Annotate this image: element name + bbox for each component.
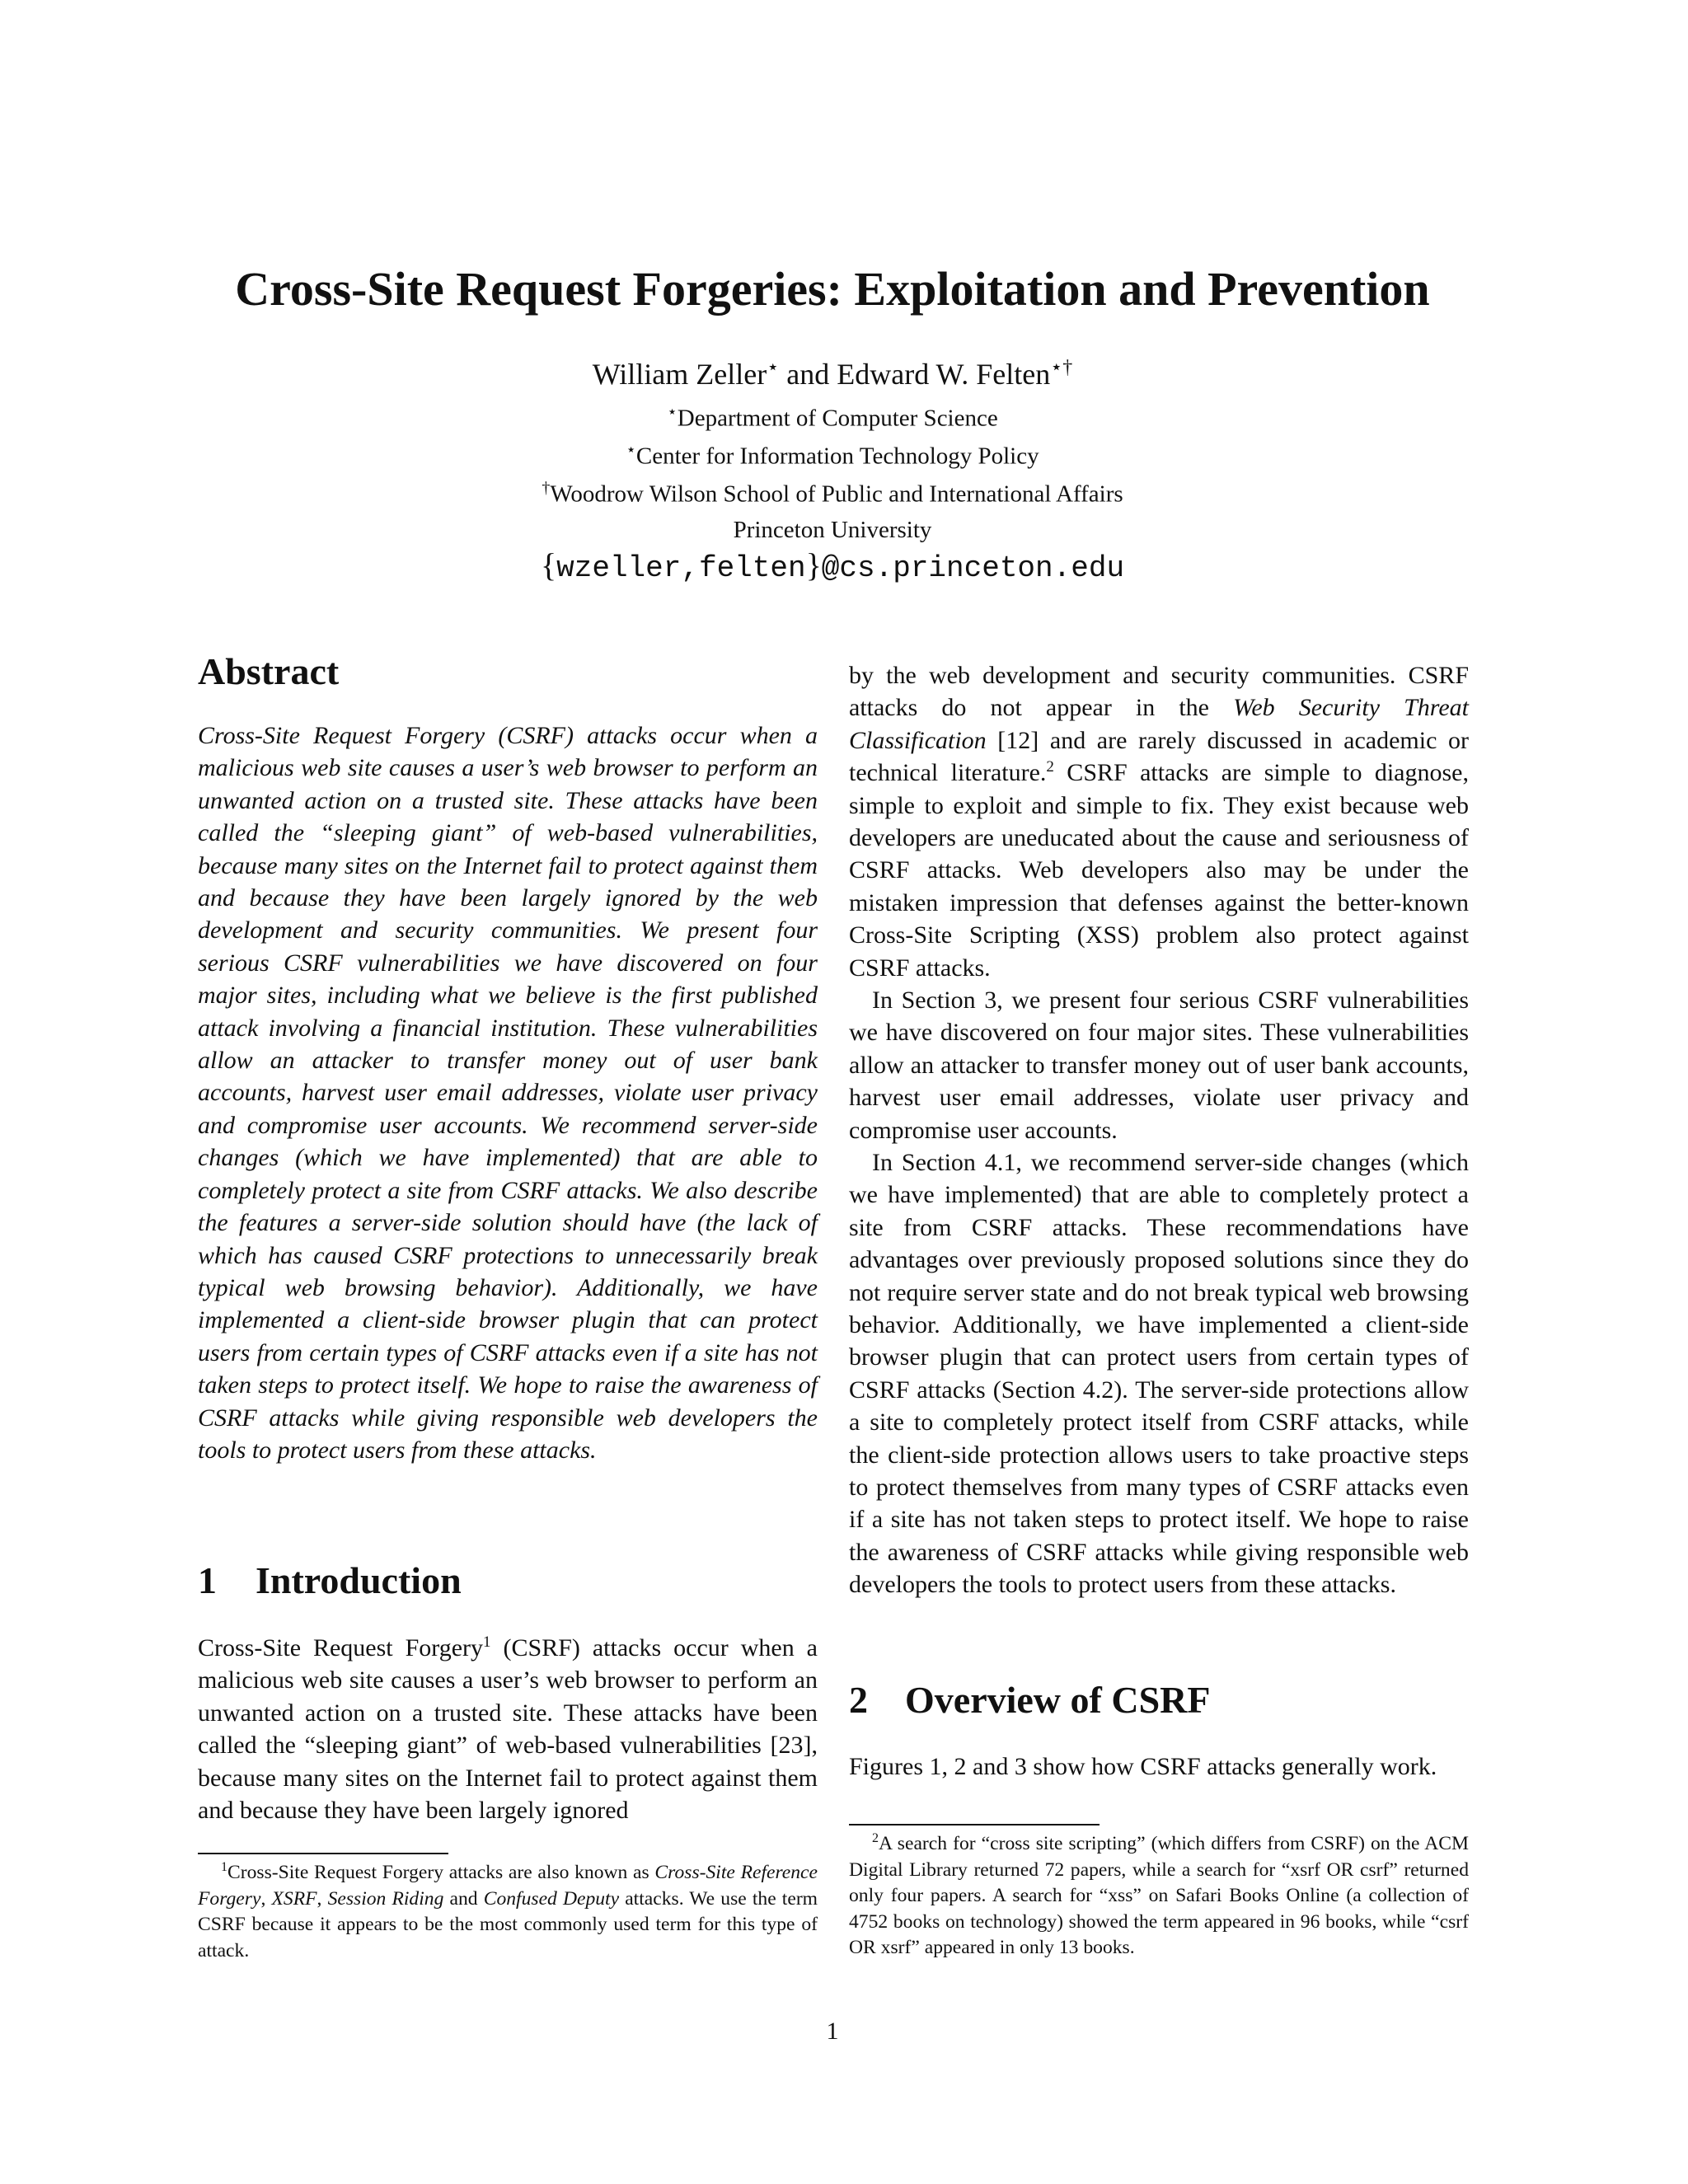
affiliation-mark: ⋆	[1050, 357, 1063, 378]
author-email	[0, 546, 1665, 586]
affiliation-mark: ⋆	[626, 441, 636, 459]
affiliation-text: Center for Information Technology Policy	[635, 443, 1039, 470]
affiliation-text: Department of Computer Science	[677, 405, 998, 432]
affiliation-mark: ⋆	[767, 357, 780, 378]
overview-paragraph-1: Figures 1, 2 and 3 show how CSRF attacks generally work.	[849, 1753, 1437, 1780]
text-run: by the web development and security communities. CSRF attacks do not appear in the	[849, 662, 1469, 722]
text-run: Session Riding	[327, 1887, 444, 1910]
section-heading-overview	[849, 1680, 1210, 1722]
paper-title: Cross-Site Request Forgeries: Exploitation and Prevention	[235, 262, 1430, 316]
author-name: Edward W. Felten	[837, 358, 1051, 391]
abstract-text: Cross-Site Request Forgery (CSRF) attacks occur when a malicious web site causes a user’s web browser to perform an unwanted action on a trusted site. These attacks have been called the “sleeping giant” of web-based vulnerabilities, because many sites on the Internet fail to protect against them and because they have been largely ignored by the web development and security communities. We present four serious CSRF vulnerabilities we have discovered on four major sites, including what we believe is the first published attack involving a financial institution. These vulnerabilities allow an attacker to transfer money out of user bank accounts, harvest user email addresses, violate user privacy and compromise user accounts. We recommend server-side changes (which we have implemented) that are able to completely protect a site from CSRF attacks. We also describe the features a server-side solution should have (the lack of which has caused CSRF protections to unnecessarily break typical web browsing behavior). Additionally, we have implemented a client-side browser plugin that can protect users from certain types of CSRF attacks even if a site has not taken steps to protect itself. We hope to raise the awareness of CSRF attacks while giving responsible web developers the tools to protect users from these attacks.	[198, 722, 818, 1464]
footnote-mark: 2	[1046, 758, 1054, 776]
text-run: Cross-Site Request Forgery attacks are also known as	[227, 1862, 655, 1883]
author-connector: and	[779, 358, 837, 391]
affiliation-mark: †	[542, 479, 551, 497]
footnote-rule	[198, 1853, 448, 1854]
text-run: CSRF attacks are simple to diagnose, simple to exploit and simple to fix. They exist because web developers are uneducated about the cause and seriousness of CSRF attacks. Web developers also may be under the mistaken impression that defenses against the better-known Cross-Site Scripting (XSS) problem also protect against CSRF attacks.	[849, 759, 1469, 982]
footnote-mark: 2	[872, 1831, 879, 1846]
text-run: [12] and are rarely discussed in academic or technical literature.	[849, 726, 1469, 787]
section-number: 2	[849, 1679, 868, 1721]
footnote-2	[849, 1831, 1469, 1961]
author-line	[0, 356, 1665, 392]
footnote-rule	[849, 1824, 1100, 1825]
section-title: Overview of CSRF	[905, 1679, 1211, 1721]
affiliation-line	[0, 440, 1665, 471]
text-run: XSRF	[271, 1887, 317, 1910]
footnote-1	[198, 1860, 818, 1964]
section-number: 1	[198, 1559, 217, 1601]
footnote-mark: 1	[483, 1633, 491, 1651]
intro-paragraph-2: In Section 3, we present four serious CSRF vulnerabilities we have discovered on four major sites. These vulnerabilities allow an attacker to transfer money out of user bank accounts, harvest user email addresses, violate user privacy and compromise user accounts.	[849, 987, 1469, 1144]
email-users: wzeller,felten	[556, 551, 806, 585]
affiliation-line	[0, 478, 1665, 509]
intro-paragraph-1-continued	[849, 659, 1469, 984]
page-number: 1	[826, 2018, 839, 2045]
email-brace: }	[805, 546, 822, 583]
email-brace: {	[540, 546, 557, 583]
section-title: Introduction	[256, 1559, 462, 1601]
text-run: (CSRF) attacks occur when a malicious web site causes a user’s web browser to perform an unwanted action on a trusted site. These attacks have been called the “sleeping giant” of web-based vulnerabilities [23], because many sites on the Internet fail to protect against them and because they have been largely ignored	[198, 1634, 818, 1825]
intro-paragraph-1	[198, 1632, 818, 1826]
text-run: Cross-Site Reference Forgery	[198, 1862, 818, 1910]
abstract-heading: Abstract	[198, 650, 340, 692]
section-heading-introduction	[198, 1560, 462, 1602]
intro-paragraph-3: In Section 4.1, we recommend server-side changes (which we have implemented) that are able to completely protect a site from CSRF attacks. These recommendations have advantages over previously proposed solutions since they do not require server state and do not break typical web browsing behavior. Additionally, we have implemented a client-side browser plugin that can protect users from certain types of CSRF attacks (Section 4.2). The server-side protections allow a site to completely protect itself from CSRF attacks, while the client-side protection allows users to take proactive steps to protect themselves from many types of CSRF attacks even if a site has not taken steps to protect itself. We hope to raise the awareness of CSRF attacks while giving responsible web developers the tools to protect users from these attacks.	[849, 1149, 1469, 1599]
author-name: William Zeller	[592, 358, 767, 391]
affiliation-mark: ⋆	[667, 403, 678, 421]
affiliation-line	[0, 516, 1665, 545]
affiliation-line	[0, 402, 1665, 433]
affiliation-text: Woodrow Wilson School of Public and International Affairs	[550, 480, 1123, 508]
footnote-mark: 1	[221, 1860, 227, 1875]
affiliation-text: Princeton University	[733, 517, 932, 543]
affiliation-mark: †	[1062, 357, 1073, 378]
text-run: ,	[260, 1887, 272, 1910]
text-run: Web Security Threat Classification	[849, 694, 1469, 754]
text-run: A search for “cross site scripting” (which differs from CSRF) on the ACM Digital Library returned 72 papers, while a search for “xsrf OR csrf” returned only four papers. A search for “xss” on Safari Books Online (a collection of 4752 books on technology) showed the term appeared in 96 books, while “csrf OR xsrf” appeared in only 13 books.	[849, 1833, 1469, 1958]
text-run: attacks. We use the term CSRF because it appears to be the most commonly used term for this type of attack.	[198, 1887, 818, 1961]
text-run: and	[443, 1887, 484, 1910]
text-run: ,	[316, 1887, 328, 1910]
email-domain: @cs.princeton.edu	[821, 551, 1125, 585]
text-run: Cross-Site Request Forgery	[198, 1634, 484, 1661]
text-run: Confused Deputy	[483, 1887, 620, 1910]
